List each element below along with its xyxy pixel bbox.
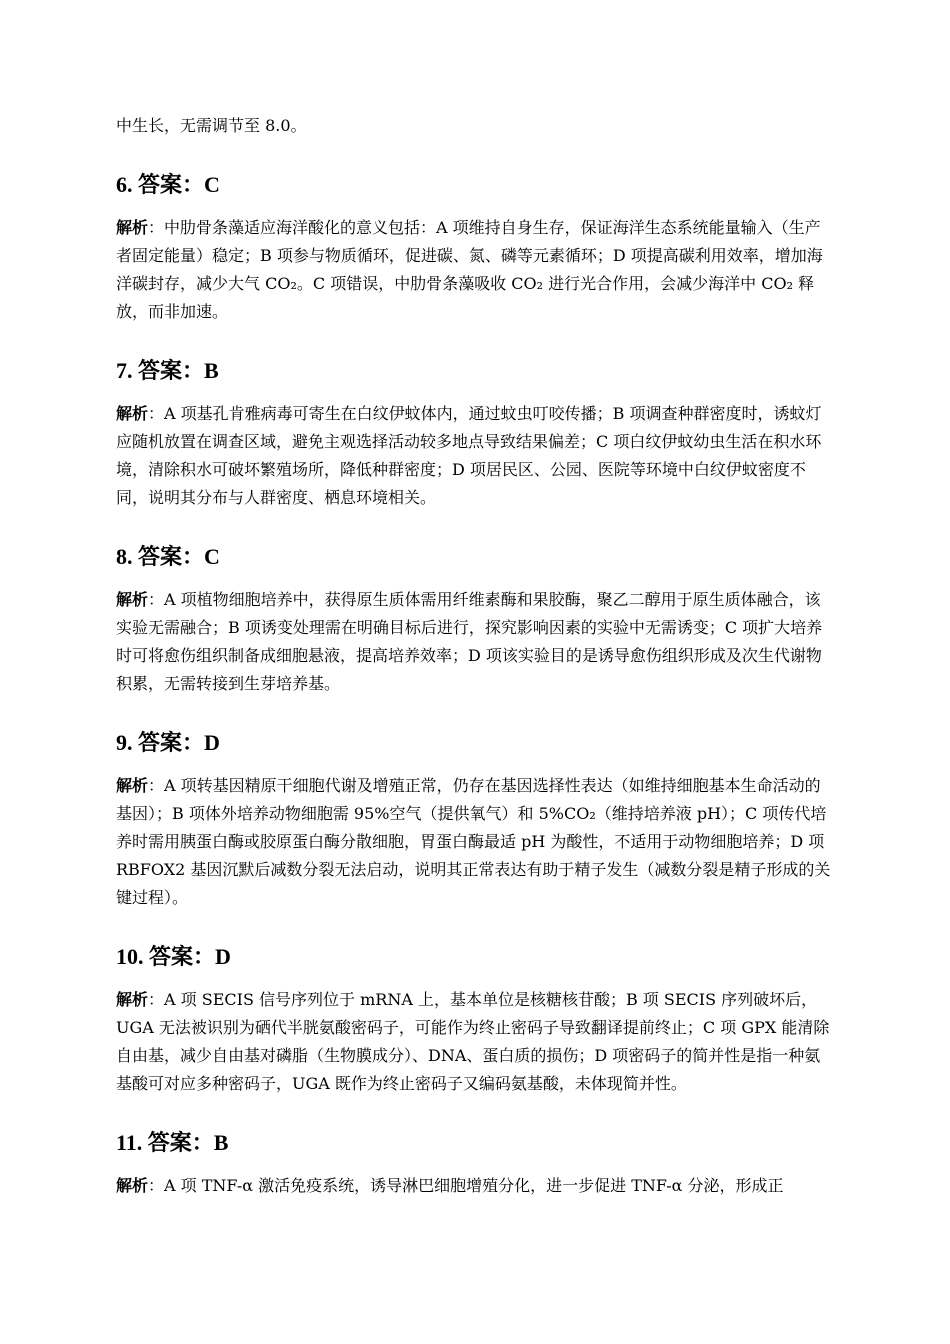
- explanation-text: A 项植物细胞培养中，获得原生质体需用纤维素酶和果胶酶，聚乙二醇用于原生质体融合，该实验无需融合；B 项诱变处理需在明确目标后进行，探究影响因素的实验中无需诱变；C 项扩大培养时可将愈伤组织制备成细胞悬液，提高培养效率；D 项该实验目的是诱导愈伤组织形成及次生代谢物积累，无需转接到生芽培养基。: [116, 590, 823, 693]
- label-separator: ：: [148, 218, 165, 237]
- explanation-text: A 项基孔肯雅病毒可寄生在白纹伊蚊体内，通过蚊虫叮咬传播；B 项调查种群密度时，诱蚊灯应随机放置在调查区域，避免主观选择活动较多地点导致结果偏差；C 项白纹伊蚊幼虫生活在积水环境，清除积水可破坏繁殖场所，降低种群密度；D 项居民区、公园、医院等环境中白纹伊蚊密度不同，说明其分布与人群密度、栖息环境相关。: [116, 404, 822, 507]
- answer-explanation: [116, 400, 836, 512]
- explanation-text: A 项转基因精原干细胞代谢及增殖正常，仍存在基因选择性表达（如维持细胞基本生命活动的基因）；B 项体外培养动物细胞需 95%空气（提供氧气）和 5%CO₂（维持培养液 pH）；C 项传代培养时需用胰蛋白酶或胶原蛋白酶分散细胞，胃蛋白酶最适 pH 为酸性，不适用于动物细胞培养；D 项 RBFOX2 基因沉默后减数分裂无法启动，说明其正常表达有助于精子发生（减数分裂是精子形成的关键过程）。: [116, 776, 831, 907]
- answer-block-9: [116, 728, 836, 912]
- explanation-label: 解析: [116, 776, 149, 795]
- label-separator: ：: [148, 1176, 165, 1195]
- answer-heading: 11. 答案：B: [116, 1130, 229, 1155]
- explanation-text: A 项 TNF-α 激活免疫系统，诱导淋巴细胞增殖分化，进一步促进 TNF-α 分泌，形成正: [164, 1176, 784, 1195]
- answer-heading: 9. 答案：D: [116, 730, 220, 755]
- explanation-text: A 项 SECIS 信号序列位于 mRNA 上，基本单位是核糖核苷酸；B 项 SECIS 序列破坏后，UGA 无法被识别为硒代半胱氨酸密码子，可能作为终止密码子导致翻译提前终止；C 项 GPX 能清除自由基，减少自由基对磷脂（生物膜成分）、DNA、蛋白质的损伤；D 项密码子的简并性是指一种氨基酸可对应多种密码子，UGA 既作为终止密码子又编码氨基酸，未体现简并性。: [116, 990, 830, 1093]
- explanation-label: 解析: [116, 218, 149, 237]
- answer-explanation: [116, 986, 836, 1098]
- explanation-text: 中肋骨条藻适应海洋酸化的意义包括：A 项维持自身生存，保证海洋生态系统能量输入（生产者固定能量）稳定；B 项参与物质循环，促进碳、氮、磷等元素循环；D 项提高碳利用效率，增加海洋碳封存，减少大气 CO₂。C 项错误，中肋骨条藻吸收 CO₂ 进行光合作用，会减少海洋中 CO₂ 释放，而非加速。: [116, 218, 823, 321]
- answer-heading: 10. 答案：D: [116, 944, 231, 969]
- answer-heading: 7. 答案：B: [116, 358, 219, 383]
- explanation-label: 解析: [116, 590, 149, 609]
- explanation-label: 解析: [116, 404, 149, 423]
- answer-explanation: [116, 214, 836, 326]
- intro-text: 中生长，无需调节至 8.0。: [116, 116, 307, 135]
- label-separator: ：: [148, 990, 165, 1009]
- answer-block-11: [116, 1128, 836, 1200]
- answer-block-8: [116, 542, 836, 698]
- answer-block-7: [116, 356, 836, 512]
- explanation-label: 解析: [116, 990, 149, 1009]
- label-separator: ：: [148, 590, 165, 609]
- answer-explanation: [116, 1172, 836, 1200]
- answer-block-10: [116, 942, 836, 1098]
- explanation-label: 解析: [116, 1176, 149, 1195]
- document-page: [116, 112, 836, 1200]
- answer-explanation: [116, 772, 836, 912]
- answer-heading: 8. 答案：C: [116, 544, 220, 569]
- label-separator: ：: [148, 404, 165, 423]
- answer-explanation: [116, 586, 836, 698]
- answer-block-6: [116, 170, 836, 326]
- label-separator: ：: [148, 776, 165, 795]
- answer-heading: 6. 答案：C: [116, 172, 220, 197]
